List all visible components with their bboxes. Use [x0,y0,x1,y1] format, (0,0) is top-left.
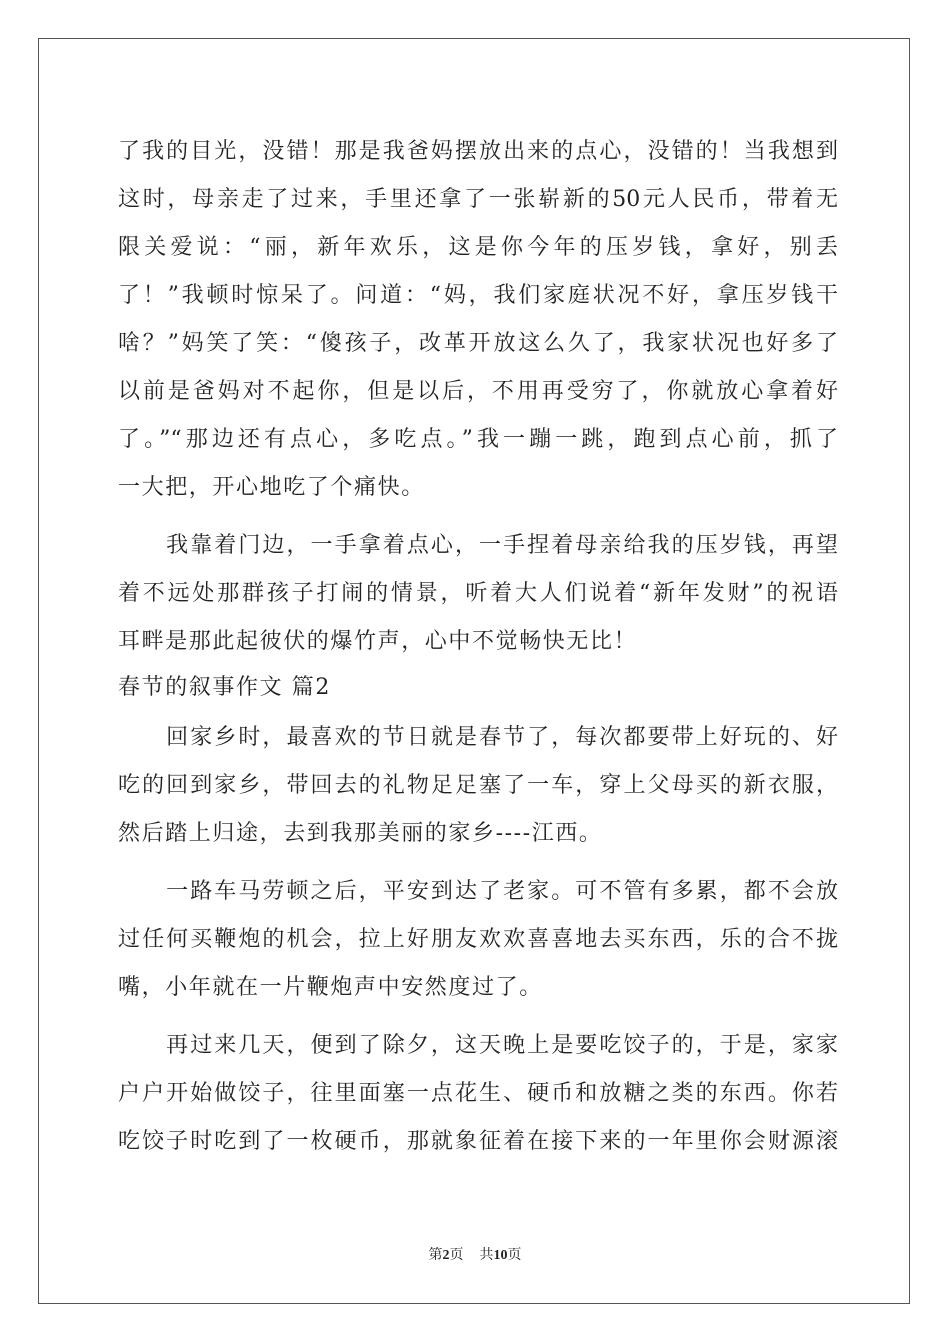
text-line: 耳畔是那此起彼伏的爆竹声，心中不觉畅快无比！ [118,629,638,654]
total-prefix: 共 [479,1248,494,1263]
text-line: 户户开始做饺子，往里面塞一点花生、硬币和放糖之类的东西。你若 [118,1081,838,1106]
text-line: 一大把，开心地吃了个痛快。 [118,475,425,500]
page-unit: 页 [449,1248,464,1263]
page-border [38,38,910,1304]
text-line: 这时，母亲走了过来，手里还拿了一张崭新的50元人民币，带着无 [118,187,838,212]
section-heading: 春节的叙事作文 篇2 [118,675,331,700]
text-line: 了我的目光，没错！那是我爸妈摆放出来的点心，没错的！当我想到 [118,139,838,164]
text-line: 啥？”妈笑了笑：“傻孩子，改革开放这么久了，我家状况也好多了 [118,331,838,356]
page-footer [0,1246,950,1266]
text-line: 回家乡时，最喜欢的节日就是春节了，每次都要带上好玩的、好 [118,725,838,750]
text-line: 限关爱说：“丽，新年欢乐，这是你今年的压岁钱，拿好，别丢 [118,235,838,260]
text-line: 再过来几天，便到了除夕，这天晚上是要吃饺子的，于是，家家 [118,1033,838,1058]
text-line: 一路车马劳顿之后，平安到达了老家。可不管有多累，都不会放 [118,879,838,904]
text-line: 吃的回到家乡，带回去的礼物足足塞了一车，穿上父母买的新衣服， [118,773,838,798]
page-current: 2 [442,1248,450,1263]
text-line: 着不远处那群孩子打闹的情景，听着大人们说着“新年发财”的祝语 [118,581,838,606]
text-line: 了。”“那边还有点心，多吃点。”我一蹦一跳，跑到点心前，抓了 [118,427,838,452]
text-line: 然后踏上归途，去到我那美丽的家乡----江西。 [118,821,603,846]
text-line: 我靠着门边，一手拿着点心，一手捏着母亲给我的压岁钱，再望 [118,533,838,558]
text-line: 吃饺子时吃到了一枚硬币，那就象征着在接下来的一年里你会财源滚 [118,1129,838,1154]
page-total: 10 [493,1248,508,1263]
total-unit: 页 [507,1248,522,1263]
text-line: 了！”我顿时惊呆了。问道：“妈，我们家庭状况不好，拿压岁钱干 [118,283,838,308]
text-line: 嘴，小年就在一片鞭炮声中安然度过了。 [118,975,543,1000]
page-prefix: 第 [428,1248,443,1263]
text-line: 过任何买鞭炮的机会，拉上好朋友欢欢喜喜地去买东西，乐的合不拢 [118,927,838,952]
text-line: 以前是爸妈对不起你，但是以后，不用再受穷了，你就放心拿着好 [118,379,838,404]
